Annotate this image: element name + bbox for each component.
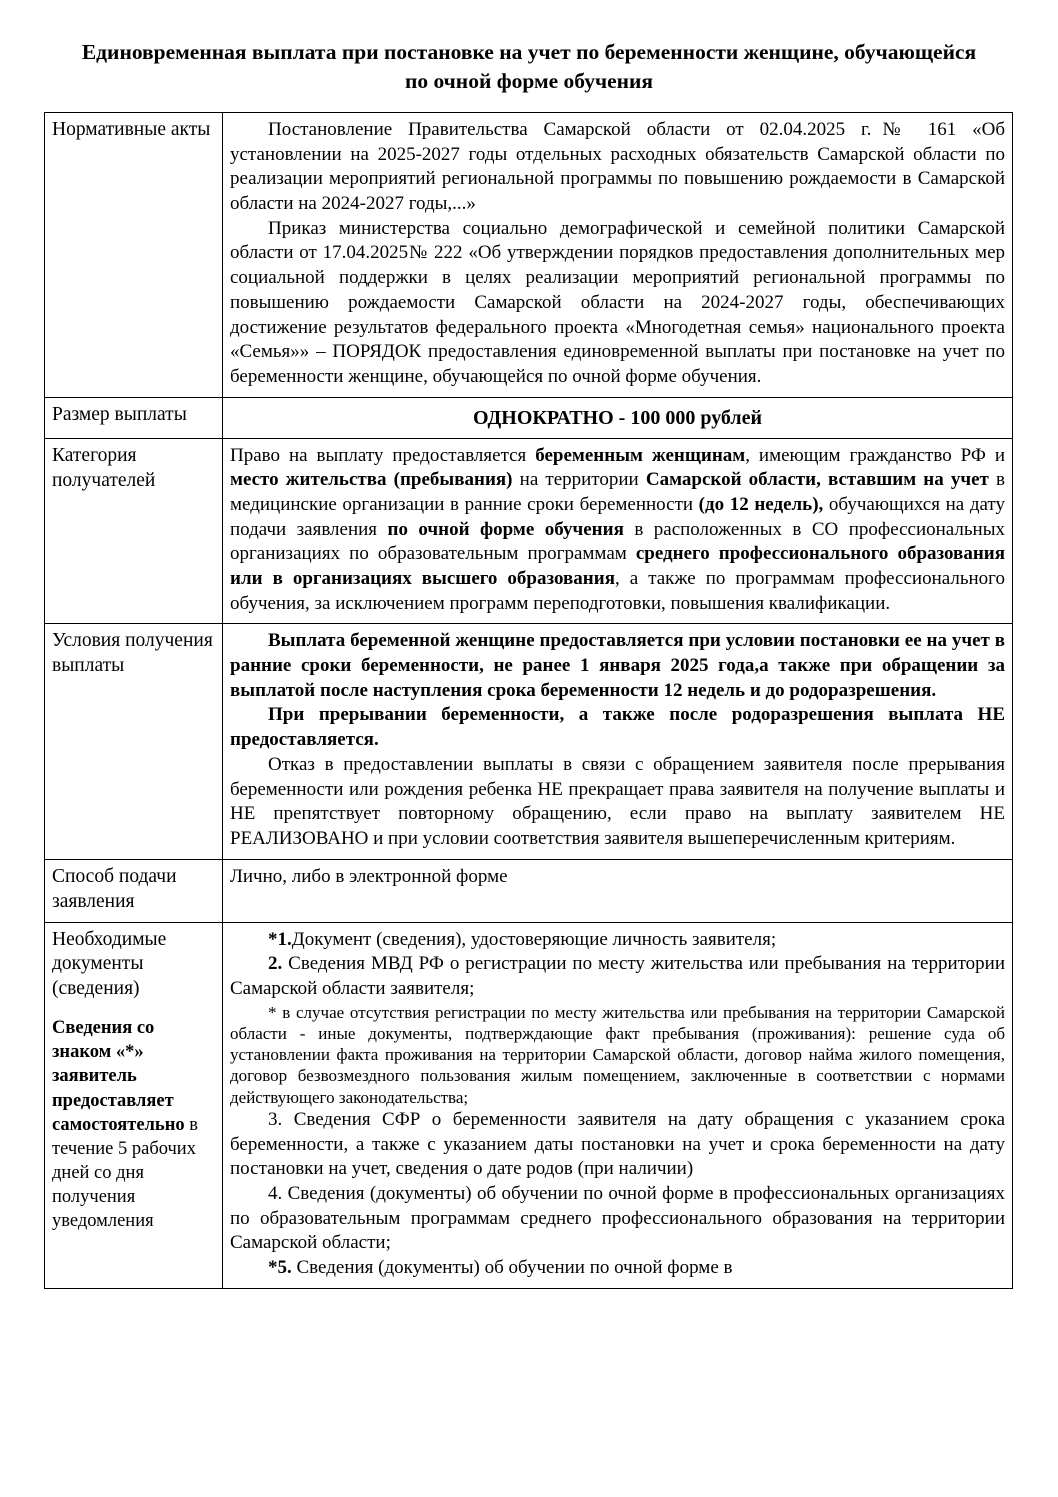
- category-text-4: в медицинские организации в ранние сроки беременности: [230, 469, 1006, 515]
- table-row: [45, 438, 1013, 624]
- documents-item-4: 4. Сведения (документы) об обучении по очной форме в профессиональных организациях по образовательным программам среднего профессионального образования на территории Самарской области;: [230, 1182, 1005, 1254]
- category-text-6: в расположенных в СО профессиональных организациях по образовательным программам: [230, 518, 1005, 565]
- normative-paragraph-1: Постановление Правительства Самарской области от 02.04.2025 г.№ 161 «Об установлении на 2025-2027 годы отдельных расходных обязательств Самарской области по реализации мероприятий региональной программы по повышению рождаемости в Самарской области на 2024-2027 годы,...»: [230, 119, 1005, 215]
- documents-item-2-note: * в случае отсутствия регистрации по месту жительства или пребывания на территории Самарской области - иные документы, подтверждающие факт пребывания (проживания): решение суда об установлении факта проживания на территории Самарской области, договор найма жилого помещения, договор безвозмездного пользования жилым помещением, заключенные в соответствии с нормами действующего законодательства;: [230, 1002, 1005, 1107]
- amount-value: ОДНОКРАТНО - 100 000 рублей: [472, 406, 763, 429]
- conditions-paragraph-2: При прерывании беременности, а также после родоразрешения выплата НЕ предоставляется.: [230, 704, 1005, 751]
- row-label-conditions: Условия получения выплаты: [45, 624, 223, 859]
- row-content-documents: [223, 922, 1013, 1288]
- documents-item-1: [230, 928, 1005, 953]
- documents-item-3: 3. Сведения СФР о беременности заявителя на дату обращения с указанием срока беременности, а также с указанием даты постановки на учет и срока беременности на дату постановки на учет, сведения о дате родов (при наличии): [230, 1108, 1005, 1180]
- documents-note-text: в течение 5 рабочих дней со дня получения уведомления: [52, 1114, 199, 1231]
- documents-item-1-text: Документ (сведения), удостоверяющие личность заявителя;: [291, 928, 777, 950]
- row-label-submission: Способ подачи заявления: [45, 859, 223, 922]
- documents-note-bold: Сведения со знаком «*» заявитель предоставляет самостоятельно: [52, 1018, 185, 1135]
- category-bold-5: по очной форме обучения: [387, 518, 624, 540]
- category-bold-4: (до 12 недель),: [698, 493, 824, 515]
- documents-label-note: [52, 1016, 215, 1232]
- conditions-paragraph-3: Отказ в предоставлении выплаты в связи с обращением заявителя после прерывания беременности или рождения ребенка НЕ прекращает права заявителя на получение выплаты и НЕ препятствует повторному обращению, если право на выплату заявителем НЕ РЕАЛИЗОВАНО и при условии соответствия заявителя вышеперечисленным критериям.: [230, 753, 1005, 849]
- table-row: [45, 922, 1013, 1288]
- row-label-amount: Размер выплаты: [45, 397, 223, 438]
- category-text-7: , а также по программам профессионального обучения, за исключением программ переподготовки, повышения квалификации.: [230, 568, 1005, 614]
- row-content-submission: [223, 859, 1013, 922]
- conditions-paragraph-1: Выплата беременной женщине предоставляется при условии постановки ее на учет в ранние сроки беременности, не ранее 1 января 2025 года,а также при обращении за выплатой после наступления срока беременности 12 недель и до родоразрешения.: [230, 630, 1005, 701]
- page-title: Единовременная выплата при постановке на учет по беременности женщине, обучающейся по очной форме обучения: [81, 40, 977, 94]
- category-text-2: , имеющим гражданство РФ и: [745, 444, 1006, 466]
- row-label-documents: [45, 922, 223, 1288]
- category-text-3: на территории: [512, 469, 646, 491]
- row-content-normative: [223, 113, 1013, 398]
- documents-label-text: Необходимые документы (сведения): [52, 928, 167, 1000]
- normative-paragraph-2: Приказ министерства социально демографической и семейной политики Самарской области от 17.04.2025№ 222 «Об утверждении порядков предоставления дополнительных мер социальной поддержки в целях реализации мероприятий региональной программы по повышению рождаемости Самарской области на 2024-2027 годы, обеспечивающих достижение результатов федерального проекта «Многодетная семья» национального проекта «Семья»» – ПОРЯДОК предоставления единовременной выплаты при постановке на учет по беременности женщине, обучающейся по очной форме обучения.: [230, 217, 1005, 387]
- row-content-category: [223, 438, 1013, 624]
- documents-item-5-text: Сведения (документы) об обучении по очной форме в: [291, 1256, 733, 1278]
- table-row: [45, 624, 1013, 859]
- info-table: [44, 112, 1013, 1289]
- row-content-amount: [223, 397, 1013, 438]
- category-text-1: Право на выплату предоставляется: [230, 444, 536, 466]
- submission-value: Лично, либо в электронной форме: [230, 865, 508, 887]
- table-row: [45, 113, 1013, 398]
- category-bold-3: Самарской области, вставшим на учет: [645, 469, 989, 491]
- documents-item-5: [230, 1256, 1005, 1281]
- table-row: [45, 859, 1013, 922]
- table-row: [45, 397, 1013, 438]
- row-label-category: Категория получателей: [45, 438, 223, 624]
- row-label-normative: Нормативные акты: [45, 113, 223, 398]
- documents-item-2: [230, 952, 1005, 1001]
- category-text-5: обучающихся на дату подачи заявления: [230, 493, 1005, 540]
- category-bold-2: место жительства (пребывания): [230, 469, 513, 491]
- documents-item-5-mark: *5.: [268, 1256, 292, 1278]
- category-bold-6: среднего профессионального образования или в организациях высшего образования: [230, 543, 1005, 590]
- documents-item-2-text: Сведения МВД РФ о регистрации по месту жительства или пребывания на территории Самарской области заявителя;: [230, 953, 1005, 999]
- category-bold-1: беременным женщинам: [535, 444, 746, 466]
- documents-item-2-mark: 2.: [268, 953, 283, 975]
- row-content-conditions: [223, 624, 1013, 859]
- documents-item-1-mark: *1.: [268, 928, 292, 950]
- category-paragraph: [230, 444, 1005, 617]
